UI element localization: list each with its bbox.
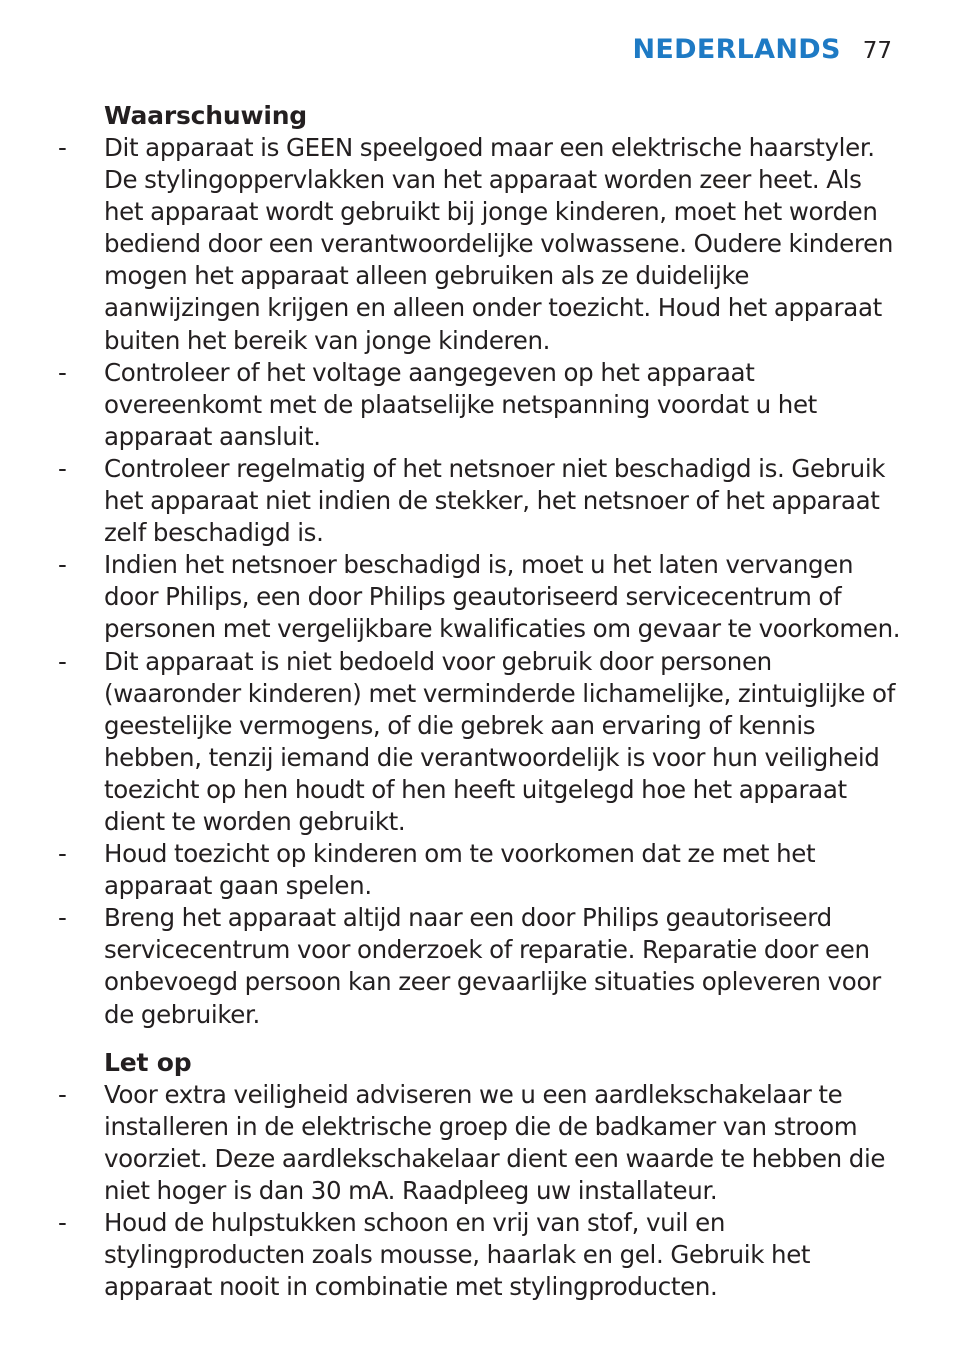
list-item bbox=[0, 646, 954, 839]
list-item bbox=[0, 453, 954, 549]
list-item-text: Controleer regelmatig of het netsnoer niet beschadigd is. Gebruik het apparaat niet indien de stekker, het netsnoer of het apparaat zelf beschadigd is. bbox=[104, 453, 886, 548]
list-item bbox=[0, 838, 954, 902]
list-item-text: Dit apparaat is niet bedoeld voor gebruik door personen (waaronder kinderen) met verminderde lichamelijke, zintuiglijke of geestelijke vermogens, of die gebrek aan ervaring of kennis hebben, tenzij iemand die verantwoordelijk is voor hun veiligheid toezicht op hen houdt of hen heeft uitgelegd hoe het apparaat dient te worden gebruikt. bbox=[104, 646, 895, 836]
page-content bbox=[0, 100, 954, 1303]
list-item-text: Houd toezicht op kinderen om te voorkomen dat ze met het apparaat gaan spelen. bbox=[104, 839, 816, 901]
bullet-dash: - bbox=[58, 903, 67, 933]
section-spacer bbox=[0, 1031, 954, 1047]
bullet-dash: - bbox=[58, 1079, 67, 1109]
bullet-dash: - bbox=[58, 1208, 67, 1237]
list-item-text: Voor extra veiligheid adviseren we u een aardlekschakelaar te installeren in de elektrische groep die de badkamer van stroom voorziet. Deze aardlekschakelaar dient een waarde te hebben die niet hoger is dan 30 mA. Raadpleeg uw installateur. bbox=[104, 1079, 886, 1205]
list-item bbox=[0, 1207, 954, 1303]
bullet-dash: - bbox=[58, 646, 67, 676]
bullet-dash: - bbox=[58, 453, 67, 483]
list-item bbox=[0, 549, 954, 645]
list-item bbox=[0, 902, 954, 1030]
caution-list bbox=[0, 1079, 954, 1304]
bullet-dash: - bbox=[58, 839, 67, 869]
page-number: 77 bbox=[862, 38, 892, 64]
bullet-dash: - bbox=[58, 550, 67, 580]
page-header bbox=[632, 34, 892, 65]
language-heading: NEDERLANDS bbox=[632, 34, 841, 65]
caution-title: Let op bbox=[104, 1047, 192, 1077]
list-item-text: Dit apparaat is GEEN speelgoed maar een elektrische haarstyler. De stylingoppervlakken van het apparaat worden zeer heet. Als het apparaat wordt gebruikt bij jonge kinderen, moet het worden bediend door een verantwoordelijke volwassene. Oudere kinderen mogen het apparaat alleen gebruiken als ze duidelijke aanwijzingen krijgen en alleen onder toezicht. Houd het apparaat buiten het bereik van jonge kinderen. bbox=[104, 133, 893, 355]
list-item-text: Houd de hulpstukken schoon en vrij van stof, vuil en stylingproducten zoals mousse, haarlak en gel. Gebruik het apparaat nooit in combinatie met stylingproducten. bbox=[104, 1208, 811, 1302]
list-item-text: Breng het apparaat altijd naar een door Philips geautoriseerd servicecentrum voor onderzoek of reparatie. Reparatie door een onbevoegd persoon kan zeer gevaarlijke situaties opleveren voor de gebruiker. bbox=[104, 903, 881, 1029]
bullet-dash: - bbox=[58, 133, 67, 162]
warning-title: Waarschuwing bbox=[104, 101, 308, 130]
list-item bbox=[0, 1079, 954, 1207]
warning-list bbox=[0, 132, 954, 1031]
list-item-text: Controleer of het voltage aangegeven op het apparaat overeenkomt met de plaatselijke netspanning voordat u het apparaat aansluit. bbox=[104, 357, 817, 451]
bullet-dash: - bbox=[58, 357, 67, 387]
list-item-text: Indien het netsnoer beschadigd is, moet u het laten vervangen door Philips, een door Philips geautoriseerd servicecentrum of personen met vergelijkbare kwalificaties om gevaar te voorkomen. bbox=[104, 550, 901, 644]
list-item bbox=[0, 132, 954, 357]
list-item bbox=[0, 357, 954, 453]
